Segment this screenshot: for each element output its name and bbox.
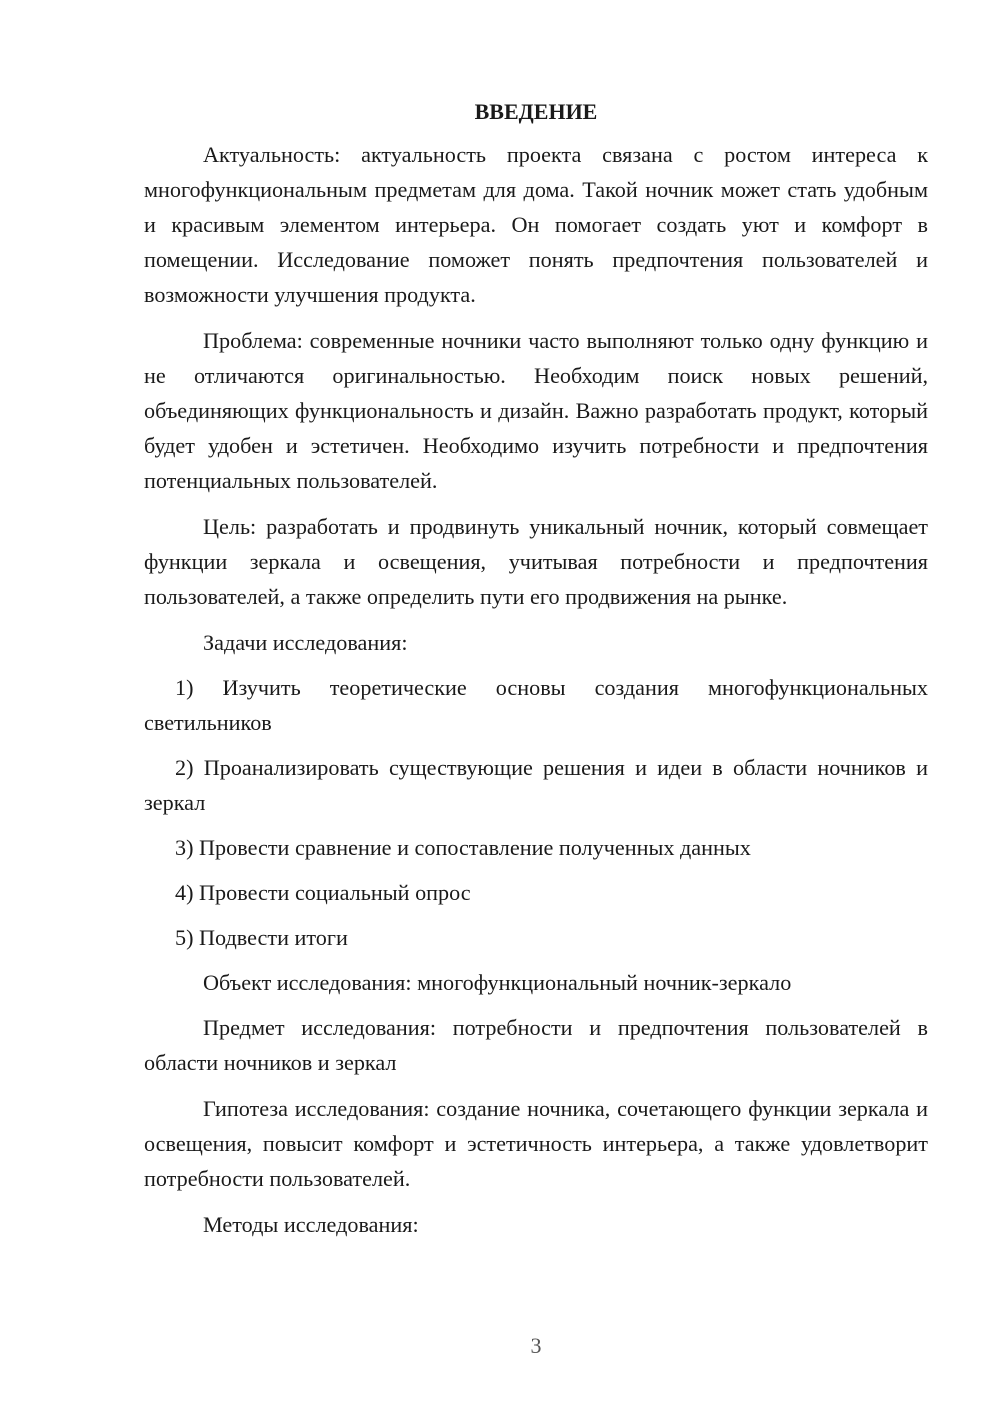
relevance-paragraph: Актуальность: актуальность проекта связана с ростом интереса к многофункциональным предметам для дома. Такой ночник может стать удобным и красивым элементом интерьера. Он помогает создать уют и комфорт в помещении. Исследование поможет понять предпочтения пользователей и возможности улучшения продукта. <box>144 142 928 307</box>
tasks-title: Задачи исследования: <box>203 630 408 655</box>
problem-paragraph: Проблема: современные ночники часто выполняют только одну функцию и не отличаются оригинальностью. Необходим поиск новых решений, объединяющих функциональность и дизайн. Важно разработать продукт, который будет удобен и эстетичен. Необходимо изучить потребности и предпочтения потенциальных пользователей. <box>144 328 928 493</box>
object-paragraph: Объект исследования: многофункциональный ночник-зеркало <box>203 970 792 995</box>
subject-paragraph: Предмет исследования: потребности и предпочтения пользователей в области ночников и зеркал <box>144 1015 928 1075</box>
tasks-list <box>144 670 928 955</box>
task-item: 2) Проанализировать существующие решения и идеи в области ночников и зеркал <box>144 755 928 815</box>
page-content <box>144 94 928 1253</box>
goal-paragraph: Цель: разработать и продвинуть уникальный ночник, который совмещает функции зеркала и освещения, учитывая потребности и предпочтения пользователей, а также определить пути его продвижения на рынке. <box>144 514 928 609</box>
page-number: 3 <box>530 1333 542 1358</box>
task-item: 3) Провести сравнение и сопоставление полученных данных <box>175 835 751 860</box>
task-item: 4) Провести социальный опрос <box>175 880 471 905</box>
task-item: 1) Изучить теоретические основы создания многофункциональных светильников <box>144 675 928 735</box>
methods-title: Методы исследования: <box>203 1212 419 1237</box>
section-heading: ВВЕДЕНИЕ <box>474 99 598 124</box>
task-item: 5) Подвести итоги <box>175 925 348 950</box>
hypothesis-paragraph: Гипотеза исследования: создание ночника, сочетающего функции зеркала и освещения, повысит комфорт и эстетичность интерьера, а также удовлетворит потребности пользователей. <box>144 1096 928 1191</box>
